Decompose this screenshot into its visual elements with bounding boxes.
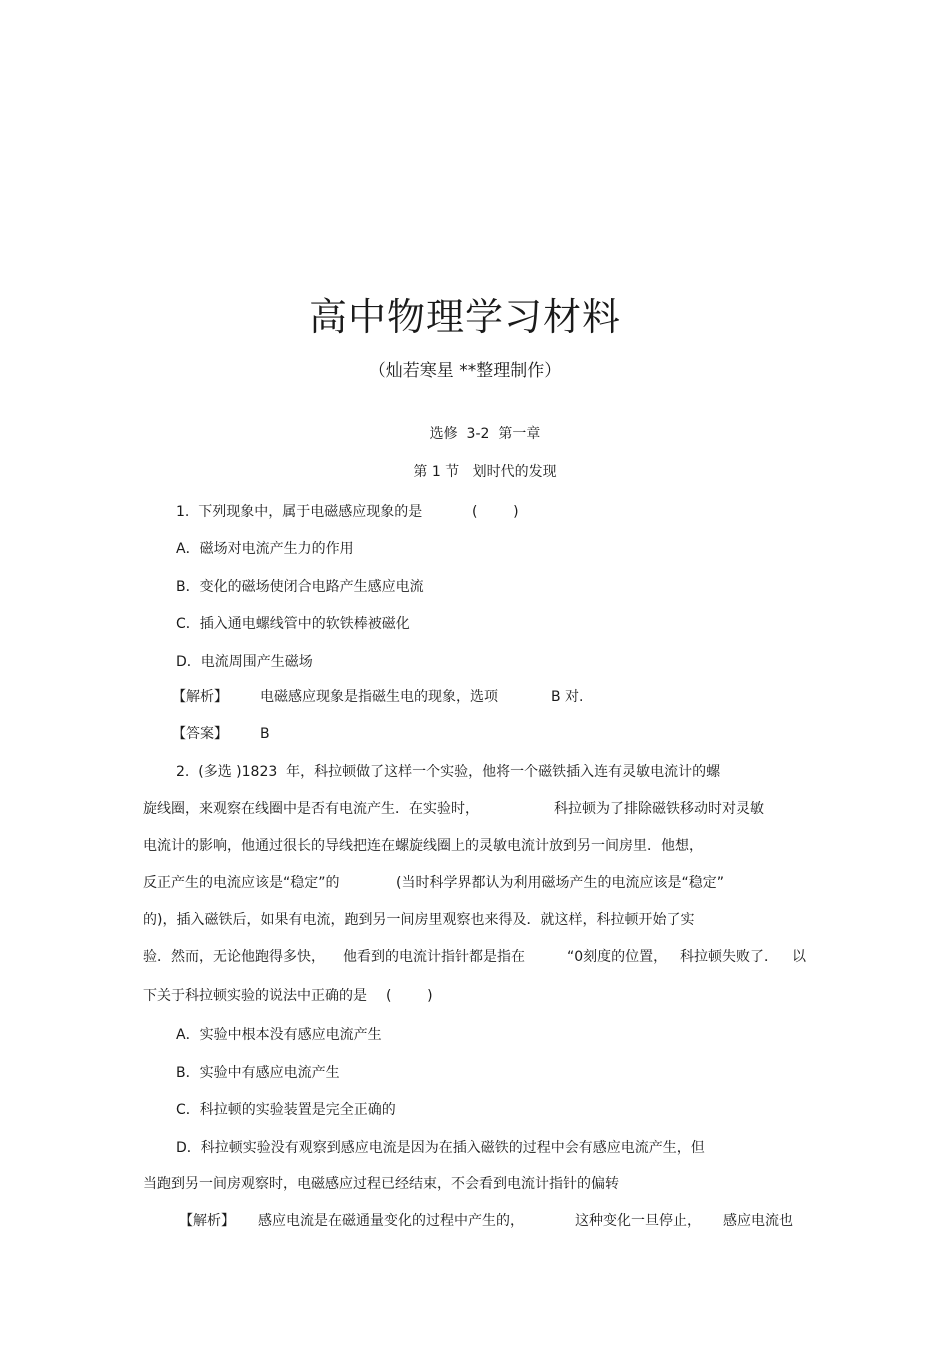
- q2-analysis-part-3: 感应电流也: [723, 1213, 793, 1229]
- document-title: 高中物理学习材料: [308, 295, 621, 339]
- q1-answer-label: 【答案】: [172, 726, 228, 742]
- q2-option-c: C．科拉顿的实验装置是完全正确的: [176, 1102, 396, 1118]
- q2-option-b: B．实验中有感应电流产生: [176, 1065, 340, 1081]
- q2-option-d-continued: 当跑到另一间房观察时，电磁感应过程已经结束，不会看到电流计指针的偏转: [143, 1176, 619, 1192]
- q2-line-4b: (当时科学界都认为利用磁场产生的电流应该是“稳定”: [396, 875, 724, 891]
- q2-line-2b: 科拉顿为了排除磁铁移动时对灵敏: [554, 801, 764, 817]
- q2-line-4a: 反正产生的电流应该是“稳定”的: [143, 875, 340, 891]
- q2-line-6b: 他看到的电流计指针都是指在: [343, 949, 525, 965]
- q1-analysis-label: 【解析】: [172, 689, 228, 705]
- q2-line-6c: “0刻度的位置，: [567, 949, 668, 965]
- q1-option-a: A．磁场对电流产生力的作用: [176, 541, 354, 557]
- q1-option-c: C．插入通电螺线管中的软铁棒被磁化: [176, 616, 410, 632]
- q1-analysis-text: 电磁感应现象是指磁生电的现象，选项: [260, 689, 498, 705]
- q2-line-6a: 验．然而，无论他跑得多快，: [143, 949, 325, 965]
- q1-option-b: B．变化的磁场使闭合电路产生感应电流: [176, 579, 424, 595]
- q2-line-7a: 下关于科拉顿实验的说法中正确的是: [143, 988, 367, 1004]
- q2-option-d: D．科拉顿实验没有观察到感应电流是因为在插入磁铁的过程中会有感应电流产生，但: [176, 1140, 705, 1156]
- q2-line-6d: 科拉顿失败了．: [680, 949, 778, 965]
- q1-answer-paren: ( ): [472, 504, 519, 520]
- q2-line-1: 2. (多选 )1823 年，科拉顿做了这样一个实验，他将一个磁铁插入连有灵敏电流计的螺: [176, 764, 721, 780]
- q2-analysis-label: 【解析】: [179, 1213, 235, 1229]
- q1-answer-value: B: [260, 726, 270, 742]
- q2-line-7b: ( ): [386, 988, 433, 1004]
- q2-line-6e: 以: [792, 949, 806, 965]
- q2-line-5: 的)，插入磁铁后，如果有电流，跑到另一间房里观察也来得及．就这样，科拉顿开始了实: [143, 912, 695, 928]
- q2-analysis-part-2: 这种变化一旦停止，: [575, 1213, 701, 1229]
- document-subtitle: （灿若寒星 **整理制作）: [368, 361, 562, 381]
- q2-line-2a: 旋线圈，来观察在线圈中是否有电流产生．在实验时，: [143, 801, 479, 817]
- q2-line-3: 电流计的影响，他通过很长的导线把连在螺旋线圈上的灵敏电流计放到另一间房里．他想，: [143, 838, 703, 854]
- q1-stem: 1. 下列现象中，属于电磁感应现象的是: [176, 504, 423, 520]
- q2-option-a: A．实验中根本没有感应电流产生: [176, 1027, 382, 1043]
- q1-option-d: D．电流周围产生磁场: [176, 654, 313, 670]
- lesson-heading: 第 1 节 划时代的发现: [413, 464, 557, 480]
- q1-analysis-choice: B 对.: [551, 689, 584, 705]
- chapter-heading: 选修 3-2 第一章: [429, 426, 541, 442]
- q2-analysis-part-1: 感应电流是在磁通量变化的过程中产生的，: [258, 1213, 524, 1229]
